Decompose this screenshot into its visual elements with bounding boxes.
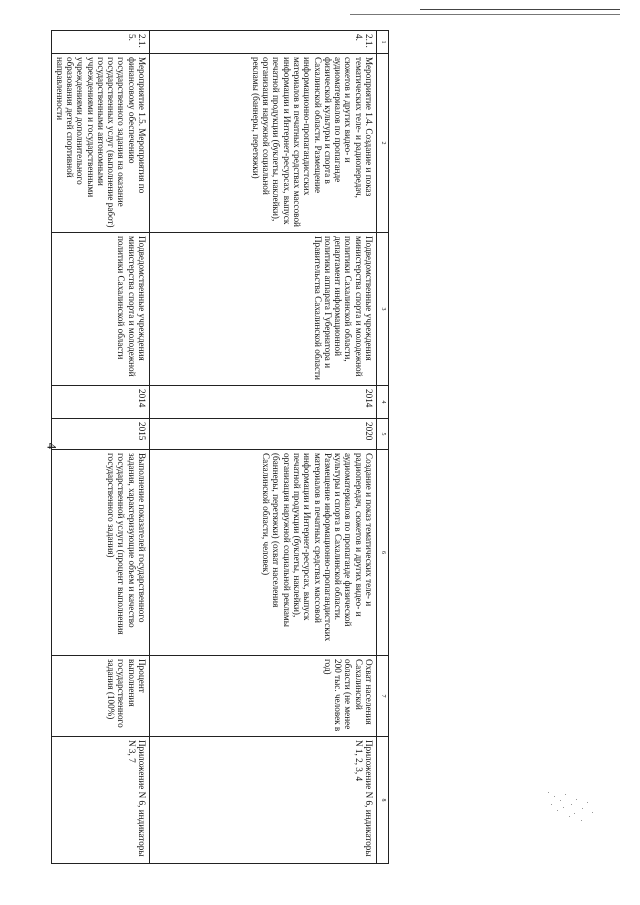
executor-cell: Подведомственные учреждения министерства спорта и молодежной политики Сахалинской области, департамент информационной политики аппарата Губернатора и Правительства Сахалинской области: [150, 233, 377, 386]
end-year-cell: 2020: [150, 419, 377, 450]
header-row: [377, 31, 389, 864]
column-header: 3: [377, 233, 389, 386]
activity-cell: Мероприятие 1.4. Создание и показ тематических теле- и радиопередач, сюжетов и других видео- и аудиоматериалов по пропаганде физической культуры и спорта в Сахалинской области. Размещение информационно-пропагандистских материалов в печатных средствах массовой информации и Интернет-ресурсах, выпуск печатной продукции (буклеты, наклейки), организация наружной социальной рекламы (баннеры, перетяжки): [150, 54, 377, 233]
link-cell: Приложение N 6, индикаторы N 1, 2, 3, 4: [150, 737, 377, 864]
column-header: 6: [377, 450, 389, 656]
column-header: 2: [377, 54, 389, 233]
start-year-cell: 2014: [52, 386, 150, 419]
activity-cell: Мероприятие 1.5. Мероприятия по финансовому обеспечению государственного задания на оказание государственных услуг (выполнение работ) государственными автономными учреждениями и государственными учреждениями дополнительного образования детей спортивной направленности: [52, 54, 150, 233]
row-number: 2.1.4.: [150, 31, 377, 54]
end-year-cell: 2015: [52, 419, 150, 450]
program-activities-table: [51, 30, 389, 864]
link-cell: Приложение N 6, индикаторы N 3, 7: [52, 737, 150, 864]
column-header: 1: [377, 31, 389, 54]
column-header: 4: [377, 386, 389, 419]
description-cell: Создание и показ тематических теле- и радиопередач, сюжетов и других видео- и аудиоматериалов по пропаганде физической культуры и спорта в Сахалинской области. Размещение информационно-пропагандистских материалов в печатных средствах массовой информации и Интернет-ресурсах, выпуск печатной продукции (буклеты, наклейки), организация наружной социальной рекламы (баннеры, перетяжки) (охват населения Сахалинской области, человек): [150, 450, 377, 656]
executor-cell: Подведомственные учреждения министерства спорта и молодежной политики Сахалинской области: [52, 233, 150, 386]
result-cell: Охват населения Сахалинской области (не менее 200 тыс. человек в год): [150, 656, 377, 737]
scan-noise: [545, 790, 605, 830]
row-number: 2.1.5.: [52, 31, 150, 54]
scan-edge-line: [420, 9, 620, 10]
table-row: [52, 31, 150, 864]
column-header: 7: [377, 656, 389, 737]
scan-edge-line: [350, 14, 620, 15]
column-header: 5: [377, 419, 389, 450]
start-year-cell: 2014: [150, 386, 377, 419]
rotated-table-wrapper: [54, 30, 389, 857]
page-number: 4: [44, 442, 60, 450]
description-cell: Выполнение показателей государственного задания, характеризующие объем и качество государственной услуги (процент выполнения государственного задания): [52, 450, 150, 656]
table-row: [150, 31, 377, 864]
result-cell: Процент выполнения государственного задания (100%): [52, 656, 150, 737]
column-header: 8: [377, 737, 389, 864]
